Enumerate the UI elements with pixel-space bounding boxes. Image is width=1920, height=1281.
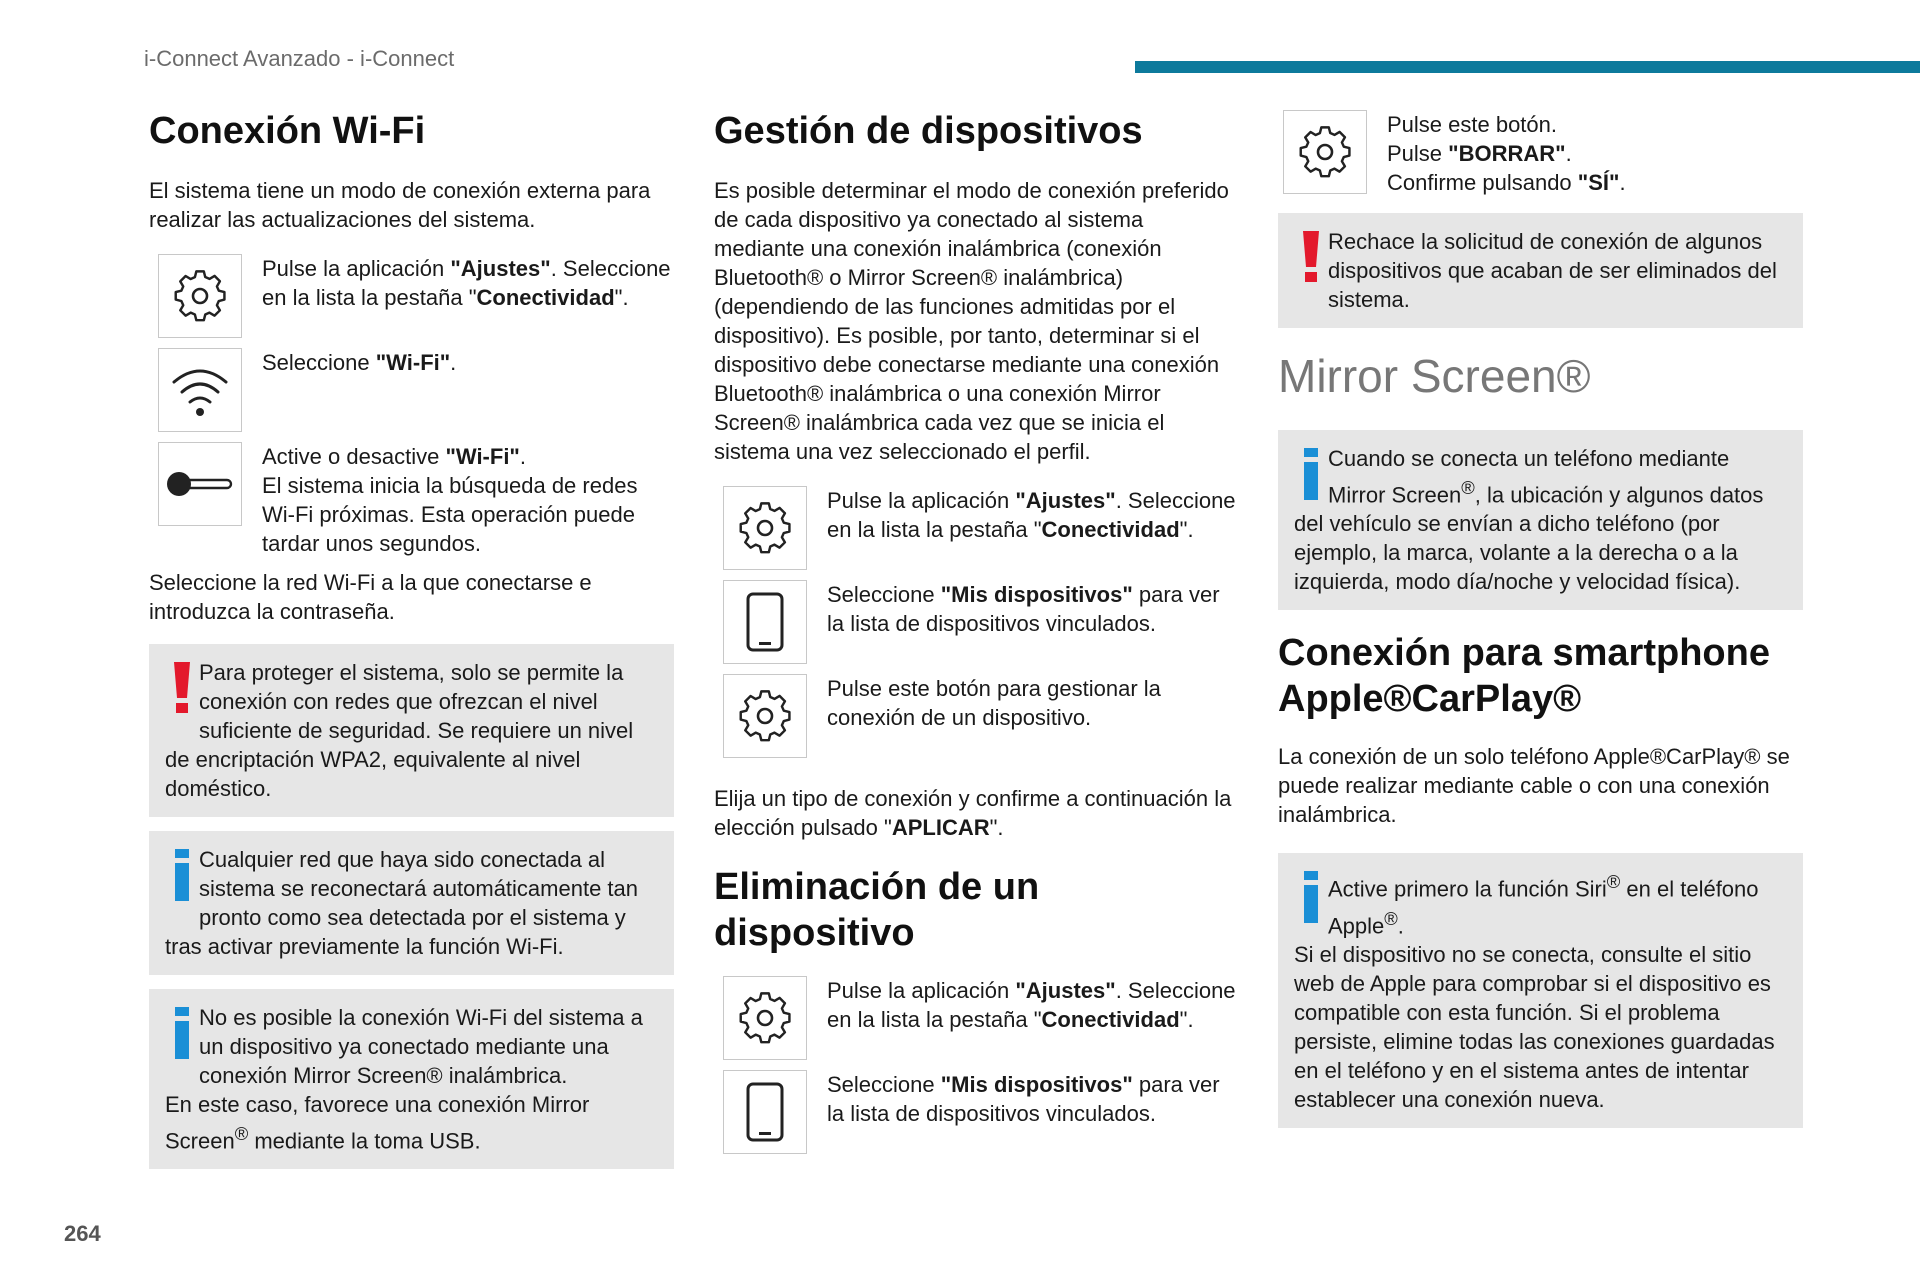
step-text-bold: "Ajustes": [1015, 978, 1116, 1003]
info-text: mediante la toma USB.: [248, 1128, 481, 1154]
devices-step-mydevices: [714, 580, 1239, 664]
header-accent-bar: [1135, 61, 1920, 73]
column-wifi: [149, 108, 674, 1169]
devices-intro: Es posible determinar el modo de conexión preferido de cada dispositivo ya conectado al sistema mediante una conexión inalámbrica (conexión Bluetooth® o Mirror Screen® inalámbrica) (dependiendo de las funciones admitidas por el dispositivo). Es posible, por tanto, determinar si el dispositivo debe conectarse mediante una conexión Bluetooth® inalámbrica o una conexión Mirror Screen® inalámbrica cada vez que se inicia el sistema una vez seleccionado el perfil.: [714, 178, 1229, 464]
step-text: .: [450, 350, 457, 375]
step-text: .: [1565, 141, 1572, 166]
gear-icon: [1283, 110, 1367, 194]
breadcrumb: i-Connect Avanzado - i-Connect: [144, 46, 455, 71]
warning-icon: [165, 660, 199, 718]
wifi-intro: El sistema tiene un modo de conexión externa para realizar las actualizaciones del sistema.: [149, 178, 651, 232]
step-text-bold: "Mis dispositivos": [940, 1072, 1133, 1097]
wifi-step-select: [149, 348, 674, 432]
info-text-sup: ®: [234, 1123, 249, 1144]
warning-icon: [1294, 229, 1328, 287]
step-text-bold: Conectividad: [1041, 517, 1180, 542]
section-title-mirror: Mirror Screen®: [1278, 350, 1591, 402]
step-text: Pulse este botón.: [1387, 112, 1558, 137]
info-icon: [165, 847, 199, 905]
step-text: ".: [614, 285, 629, 310]
step-text: Pulse la aplicación: [827, 488, 1016, 513]
info-note: [1278, 853, 1803, 1128]
info-icon: [1294, 869, 1328, 927]
column-mirror-carplay: [1278, 110, 1803, 1128]
carplay-intro: La conexión de un solo teléfono Apple®CarPlay® se puede realizar mediante cable o con una conexión inalámbrica.: [1278, 744, 1790, 828]
step-text: ".: [1179, 1007, 1194, 1032]
info-text: No es posible la conexión Wi-Fi del sistema a un dispositivo ya conectado mediante una conexión Mirror Screen® inalámbrica.: [199, 1005, 643, 1088]
section-title-carplay: Conexión para smartphone Apple®CarPlay®: [1278, 632, 1770, 721]
step-text: para ver la lista de dispositivos vinculados.: [827, 1072, 1220, 1126]
wifi-step-settings: [149, 254, 674, 338]
gear-icon: [723, 486, 807, 570]
step-text: Pulse este botón para gestionar la conexión de un dispositivo.: [827, 676, 1161, 730]
step-text: Seleccione: [827, 582, 941, 607]
info-note: [149, 831, 674, 975]
delete-step-confirm: [1274, 110, 1803, 197]
delete-step-settings: [714, 976, 1239, 1060]
step-text: .: [1619, 170, 1626, 195]
section-title-wifi: Conexión Wi-Fi: [149, 110, 426, 152]
info-text: Cualquier red que haya sido conectada al sistema se reconectará automáticamente tan pronto como sea detectada por el sistema y tras activar previamente la función Wi-Fi.: [165, 847, 639, 959]
choose-text: ".: [989, 815, 1004, 840]
info-text-sup: ®: [1384, 907, 1398, 929]
gear-icon: [723, 976, 807, 1060]
gear-icon: [158, 254, 242, 338]
wifi-select-network: Seleccione la red Wi-Fi a la que conectarse e introduzca la contraseña.: [149, 570, 592, 624]
info-text: .: [1397, 912, 1404, 938]
section-title-delete: Eliminación de un dispositivo: [714, 866, 1040, 954]
wifi-step-toggle: [149, 442, 674, 558]
step-text: Active o desactive: [262, 444, 446, 469]
smartphone-icon: [723, 1070, 807, 1154]
step-text-bold: Conectividad: [476, 285, 615, 310]
info-text: , la ubicación y algunos datos del vehículo se envían a dicho teléfono (por ejemplo, la marca, volante a la derecha o a la izquierda, modo día/noche y velocidad física).: [1294, 482, 1764, 595]
devices-step-manage: [714, 674, 1239, 758]
info-text-sup: ®: [1606, 871, 1621, 893]
step-text: Confirme pulsando: [1387, 170, 1578, 195]
warning-note: [149, 644, 674, 817]
info-text: Active primero la función Siri: [1328, 876, 1607, 902]
devices-step-settings: [714, 486, 1239, 570]
warning-text: Para proteger el sistema, solo se permite la conexión con redes que ofrezcan el nivel suficiente de seguridad. Se requiere un nivel de encriptación WPA2, equivalente al nivel doméstico.: [165, 660, 634, 801]
info-icon: [165, 1005, 199, 1063]
step-text: .: [519, 444, 526, 469]
step-text: . Seleccione en la lista la pestaña ": [827, 488, 1236, 542]
step-text-bold: "Mis dispositivos": [940, 582, 1133, 607]
choose-text-bold: APLICAR: [891, 815, 990, 840]
step-text: Seleccione: [262, 350, 376, 375]
step-text-bold: "Wi-Fi": [375, 350, 451, 375]
step-text: Seleccione: [827, 1072, 941, 1097]
info-text: Cuando se conecta un teléfono mediante Mirror Screen: [1328, 446, 1730, 508]
info-note: [1278, 430, 1803, 610]
step-text: para ver la lista de dispositivos vinculados.: [827, 582, 1220, 636]
step-text: . Seleccione en la lista la pestaña ": [262, 256, 671, 310]
info-text-sup: ®: [1461, 477, 1475, 498]
wifi-icon: [158, 348, 242, 432]
choose-text: Elija un tipo de conexión y confirme a continuación la elección pulsado ": [714, 786, 1232, 840]
step-text: ".: [1179, 517, 1194, 542]
step-text-bold: "BORRAR": [1448, 141, 1566, 166]
step-text-bold: "Wi-Fi": [445, 444, 520, 469]
step-text-bold: "Ajustes": [450, 256, 551, 281]
smartphone-icon: [723, 580, 807, 664]
gear-icon: [723, 674, 807, 758]
step-text-bold: "Ajustes": [1015, 488, 1116, 513]
step-text-bold: "SÍ": [1577, 170, 1620, 195]
devices-choose: [714, 784, 1239, 842]
toggle-icon: [158, 442, 242, 526]
page-number: 264: [64, 1221, 101, 1246]
warning-text: Rechace la solicitud de conexión de algunos dispositivos que acaban de ser eliminados del sistema.: [1328, 229, 1777, 312]
step-text: Pulse la aplicación: [262, 256, 451, 281]
step-text-bold: Conectividad: [1041, 1007, 1180, 1032]
step-text: Pulse: [1387, 141, 1449, 166]
info-note: [149, 989, 674, 1169]
info-text: en el teléfono Apple: [1328, 876, 1759, 938]
step-text: Pulse la aplicación: [827, 978, 1016, 1003]
delete-step-mydevices: [714, 1070, 1239, 1154]
info-text: Si el dispositivo no se conecta, consulte el sitio web de Apple para comprobar si el dispositivo es compatible con esta función. Si el problema persiste, elimine todas las conexiones guardadas en el teléfono y en el sistema antes de intentar establecer una conexión nueva.: [1294, 941, 1775, 1112]
section-title-devices: Gestión de dispositivos: [714, 110, 1143, 152]
column-devices: [714, 108, 1239, 1164]
info-text: En este caso, favorece una conexión Mirror Screen: [165, 1092, 590, 1154]
step-text: . Seleccione en la lista la pestaña ": [827, 978, 1236, 1032]
step-text: El sistema inicia la búsqueda de redes Wi-Fi próximas. Esta operación puede tardar unos segundos.: [262, 473, 638, 556]
warning-note: [1278, 213, 1803, 328]
info-icon: [1294, 446, 1328, 504]
